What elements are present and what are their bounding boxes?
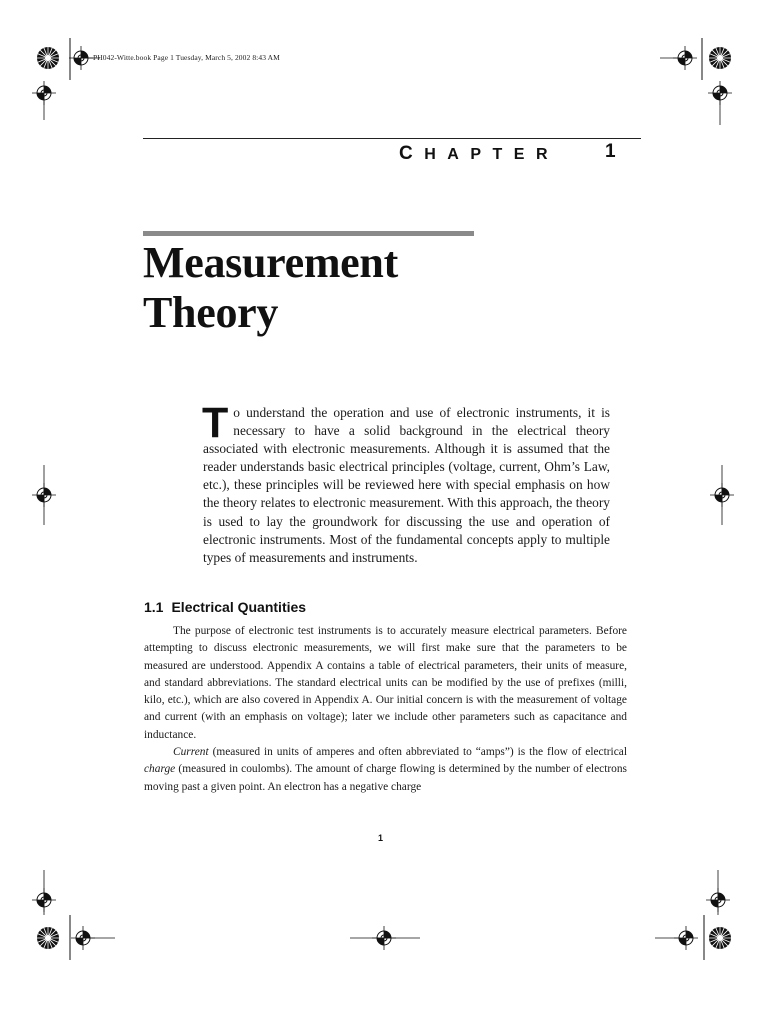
intro-text: o understand the operation and use of electronic instruments, it is necessary to have a solid background in the electrical theory associated with electronic measurements. Although it is assumed that the reader understands basic electrical principles (voltage, current, Ohm’s Law, etc.), these principles will be reviewed here with special emphasis on how the theory relates to electronic measurement. With this approach, the theory is used to lay the groundwork for discussing the use and operation of electronic instruments. Most of the fundamental concepts apply to multiple types of measurements and instruments. [203, 405, 610, 565]
chapter-label-rest: HAPTER [424, 146, 560, 163]
term-current: Current [173, 746, 209, 759]
registration-mark-mid-right [703, 465, 743, 525]
registration-mark-bottom-right [650, 870, 768, 970]
chapter-title-line-1: Measurement [143, 238, 398, 287]
section-number: 1.1 [144, 599, 164, 615]
body-paragraph-2-b: (measured in coulombs). The amount of charge flowing is determined by the number of electrons moving past a given point. An electron has a negative charge [144, 763, 627, 793]
registration-mark-bottom-center [350, 918, 420, 958]
book-slug: PH042-Witte.book Page 1 Tuesday, March 5, 2002 8:43 AM [93, 53, 280, 62]
section-heading [144, 599, 306, 615]
registration-mark-bottom-left [0, 870, 120, 970]
registration-mark-top-right [660, 30, 768, 130]
chapter-rule [143, 138, 641, 139]
chapter-label-initial: C [399, 143, 425, 164]
body-paragraph-2-a: (measured in units of amperes and often abbreviated to “amps”) is the flow of electrical [208, 746, 627, 759]
page-number: 1 [378, 833, 384, 843]
chapter-label [399, 143, 559, 165]
body-text [144, 623, 627, 796]
registration-mark-top-left [0, 30, 100, 130]
body-paragraph-1: The purpose of electronic test instruments is to accurately measure electrical parameters. Before attempting to discuss electronic measurements, we will first make sure that the parameters to be measured are understood. Appendix A contains a table of electrical parameters, their units of measure, and standard abbreviations. The standard electrical units can be modified by the use of prefixes (milli, kilo, etc.), which are also covered in Appendix A. Our initial concern is with the measurement of voltage and current (with an emphasis on voltage); later we include other parameters such as capacitance and inductance. [144, 625, 627, 741]
title-bar [143, 231, 474, 236]
body-paragraph-2 [144, 744, 627, 796]
chapter-title [143, 238, 398, 338]
chapter-number: 1 [605, 141, 616, 162]
chapter-title-line-2: Theory [143, 288, 279, 337]
section-title: Electrical Quantities [171, 599, 307, 615]
registration-mark-mid-left [25, 465, 65, 525]
drop-cap: T [202, 399, 229, 447]
term-charge: charge [144, 763, 176, 776]
intro-paragraph [202, 399, 610, 567]
